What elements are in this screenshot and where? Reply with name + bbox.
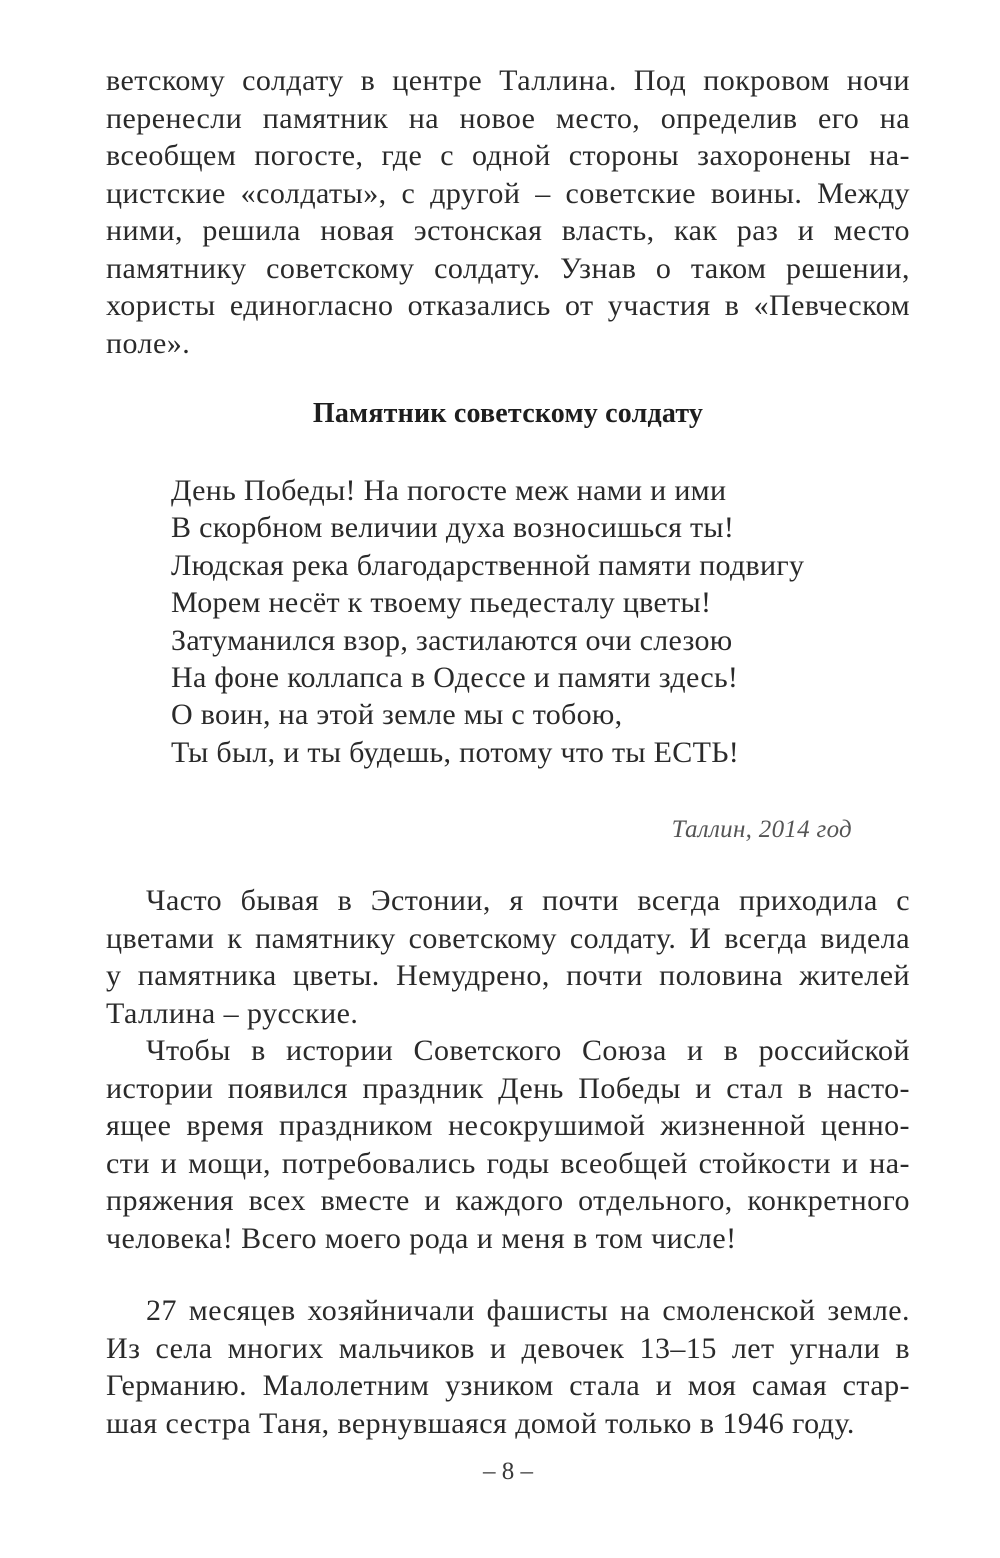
text-line: человека! Всего моего рода и меня в том числе! [106,1221,737,1255]
text-line: Таллина – русские. [106,996,359,1030]
text-line: сти и мощи, потребовались годы всеобщей стойкости и на- [106,1146,910,1180]
paragraph-occupation [106,1292,910,1442]
text-line: пряжения всех вместе и каждого отдельного, конкретного [106,1184,910,1217]
text-line: поле». [106,326,191,360]
paragraph-victory [106,1032,910,1257]
poem-verse: Людская река благодарственной памяти подвигу [171,548,805,582]
poem-verse: Морем несёт к твоему пьедесталу цветы! [171,586,712,620]
text-line: ними, решила новая эстонская власть, как раз и место [106,214,910,247]
poem-verse: О воин, на этой земле мы с тобою, [171,698,623,732]
poem-verse: На фоне коллапса в Одессе и памяти здесь! [171,660,739,694]
text-line: цветами к памятнику советскому солдату. И всегда видела [106,921,910,955]
poem-signature: Таллин, 2014 год [671,816,852,843]
text-line: у памятника цветы. Немудрено, почти половина жителей [106,959,910,992]
text-line: 27 месяцев хозяйничали фашисты на смоленской земле. [146,1294,910,1327]
text-line: Германию. Малолетним узником стала и моя самая стар- [106,1369,910,1402]
text-line: перенесли памятник на новое место, определив его на [106,101,910,135]
paragraph-visits [106,882,910,1032]
poem-verse: Затуманился взор, застилаются очи слезою [171,623,733,657]
text-line: ветскому солдату в центре Таллина. Под покровом ночи [106,64,910,97]
text-line: всеобщем погосте, где с одной стороны захоронены на- [106,139,910,172]
text-line: хористы единогласно отказались от участия в «Певческом [106,289,910,322]
text-line: Часто бывая в Эстонии, я почти всегда приходила с [146,884,910,917]
text-line: Чтобы в истории Советского Союза и в российской [146,1034,910,1067]
page-number: – 8 – [483,1458,533,1485]
text-line: Из села многих мальчиков и девочек 13–15 лет угнали в [106,1331,910,1365]
paragraph-top [106,62,910,362]
text-line: памятнику советскому солдату. Узнав о таком решении, [106,251,910,285]
text-line: шая сестра Таня, вернувшаяся домой только в 1946 году. [106,1406,855,1440]
text-line: ящее время праздником несокрушимой жизненной ценно- [106,1109,910,1142]
text-line: истории появился праздник День Победы и стал в насто- [106,1071,910,1105]
poem-verse: Ты был, и ты будешь, потому что ты ЕСТЬ! [171,735,740,769]
poem [171,472,804,771]
text-line: цистские «солдаты», с другой – советские воины. Между [106,176,910,210]
poem-verse: День Победы! На погосте меж нами и ими [171,474,727,507]
poem-verse: В скорбном величии духа возносишься ты! [171,511,735,545]
poem-title: Памятник советскому солдату [312,398,704,429]
